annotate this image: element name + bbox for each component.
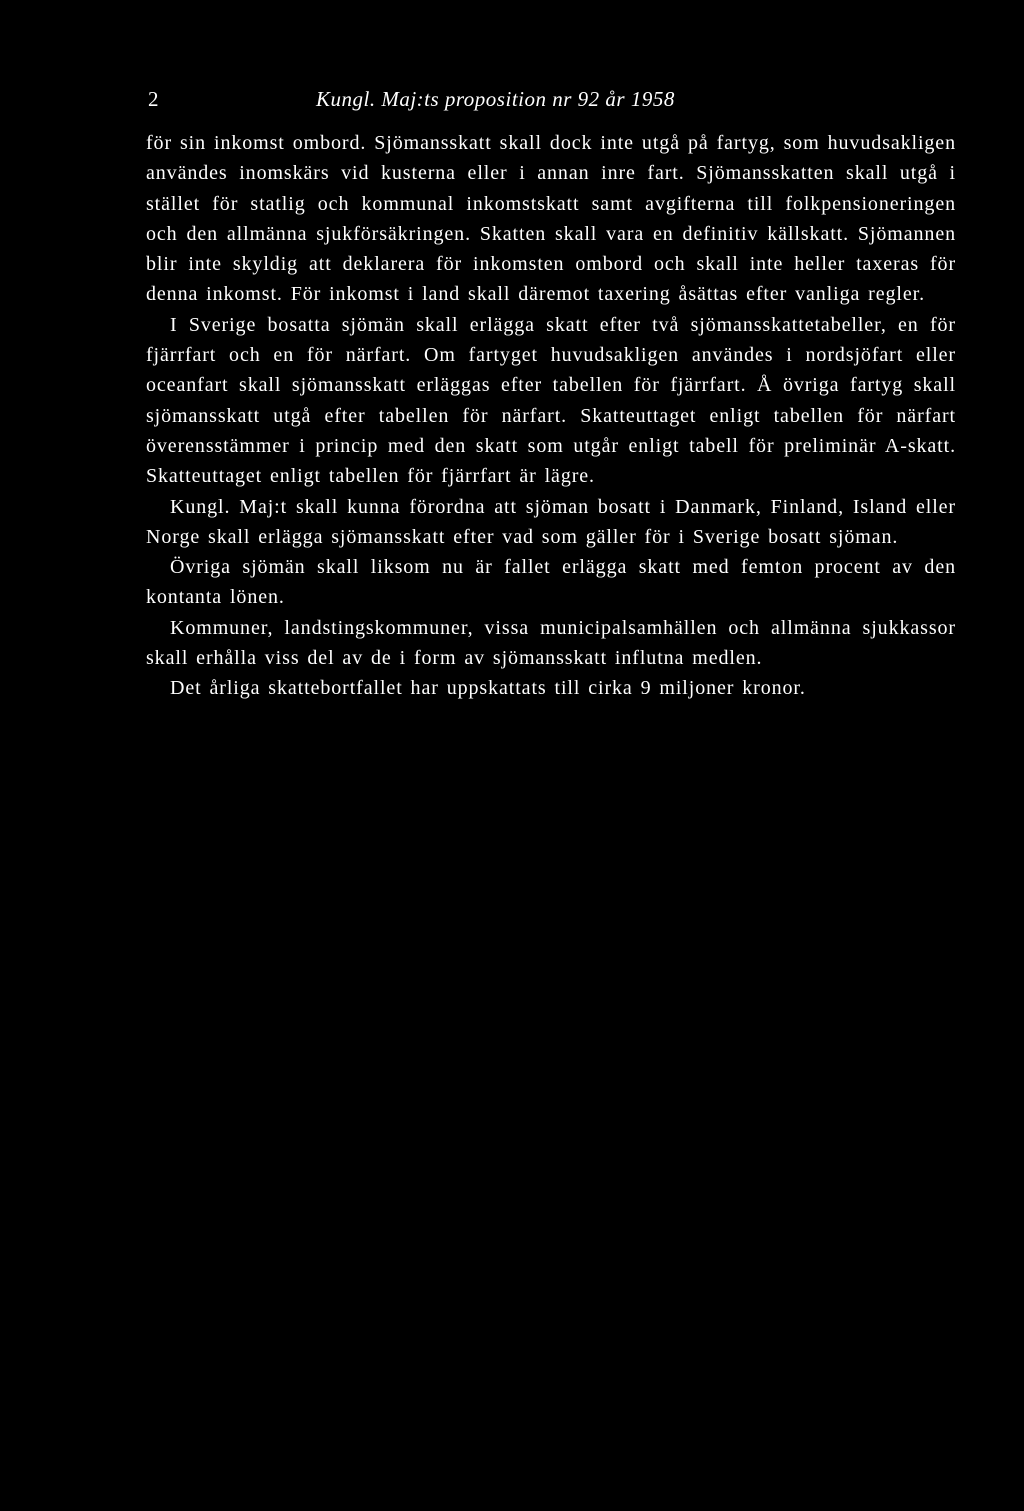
page-header	[148, 84, 954, 118]
paragraph-continuation: för sin inkomst ombord. Sjömansskatt skall dock inte utgå på fartyg, som huvudsakligen användes inomskärs vid kusterna eller i annan inre fart. Sjömansskatten skall utgå i stället för statlig och kommunal inkomstskatt samt avgifterna till folkpensioneringen och den allmänna sjukförsäkringen. Skatten skall vara en definitiv källskatt. Sjömannen blir inte skyldig att deklarera för inkomsten ombord och skall inte heller taxeras för denna inkomst. För inkomst i land skall däremot taxering åsättas efter vanliga regler.	[146, 132, 956, 306]
running-title: Kungl. Maj:ts proposition nr 92 år 1958	[316, 87, 675, 111]
paragraph-municipalities: Kommuner, landstingskommuner, vissa municipalsamhällen och allmänna sjukkassor skall erhålla viss del av de i form av sjömansskatt influtna medlen.	[146, 616, 956, 670]
page-number: 2	[148, 87, 159, 111]
paragraph-other-seamen: Övriga sjömän skall liksom nu är fallet erlägga skatt med femton procent av den kontanta lönen.	[146, 556, 956, 609]
body-text	[146, 128, 956, 704]
paragraph-tax-tables: I Sverige bosatta sjömän skall erlägga skatt efter två sjömansskattetabeller, en för fjärrfart och en för närfart. Om fartyget huvudsakligen användes i nordsjöfart eller oceanfart skall sjömansskatt erläggas efter tabellen för fjärrfart. Å övriga fartyg skall sjömansskatt utgå efter tabellen för närfart. Skatteuttaget enligt tabellen för närfart överensstämmer i princip med den skatt som utgår enligt tabell för preliminär A-skatt. Skatteuttaget enligt tabellen för fjärrfart är lägre.	[146, 313, 956, 488]
paragraph-nordic-seamen: Kungl. Maj:t skall kunna förordna att sjöman bosatt i Danmark, Finland, Island eller Norge skall erlägga sjömansskatt efter vad som gäller för i Sverige bosatt sjöman.	[146, 495, 956, 548]
paragraph-tax-loss: Det årliga skattebortfallet har uppskattats till cirka 9 miljoner kronor.	[170, 677, 806, 700]
